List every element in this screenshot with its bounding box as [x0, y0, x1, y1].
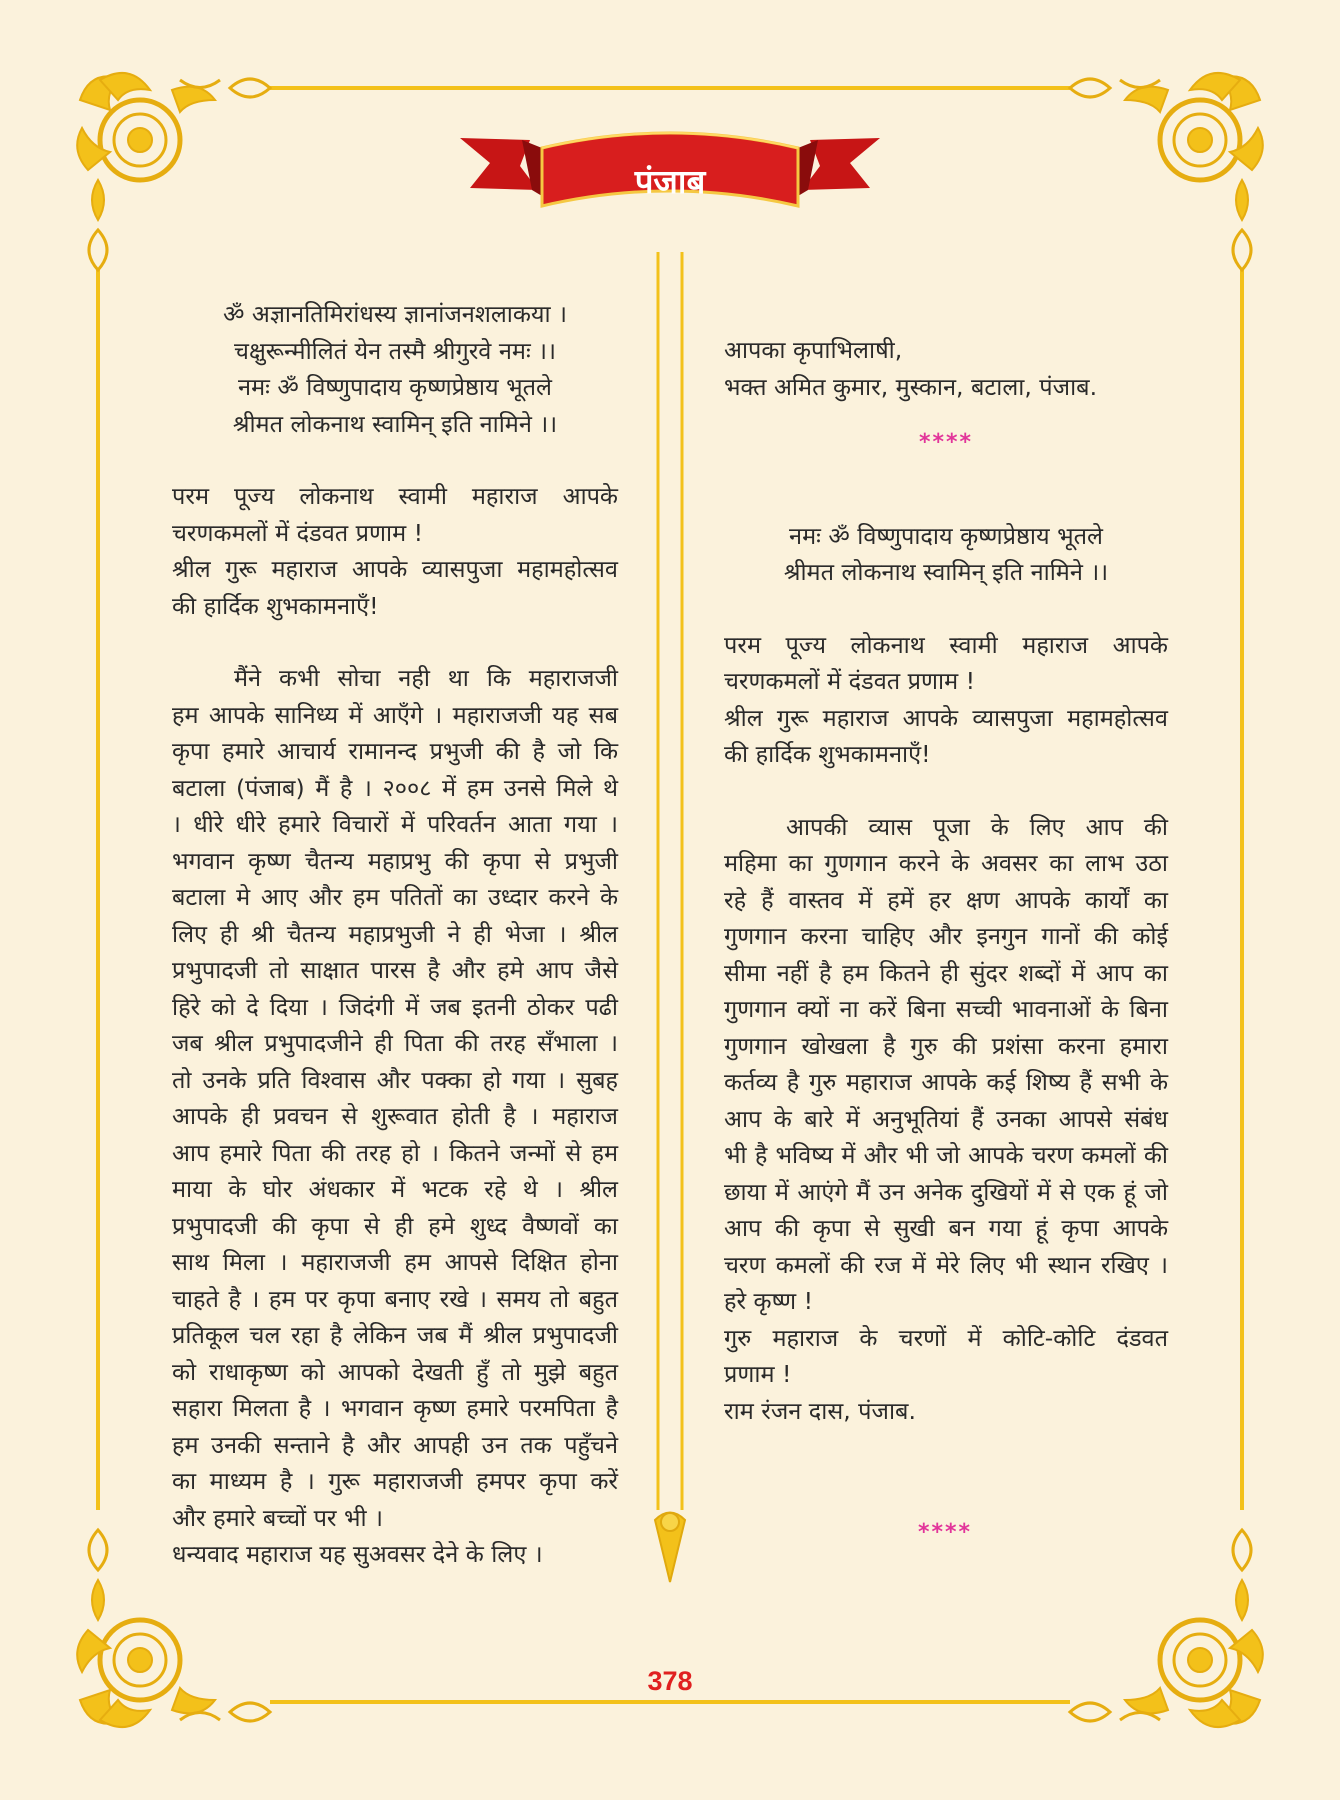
shloka-line: श्रीमत लोकनाथ स्वामिन् इति नामिने ।।	[232, 409, 558, 438]
text-line: की हार्दिक शुभकामनाएँ!	[172, 591, 379, 620]
right-column	[724, 332, 1168, 1429]
text-line: मैंने कभी सोचा नही था कि महाराजजी	[234, 664, 618, 692]
left-column	[172, 296, 618, 1573]
text-line: आपके ही प्रवचन से शुरूवात होती है । महाराज	[172, 1102, 618, 1130]
text-line: चरणकमलों में दंडवत प्रणाम !	[172, 518, 424, 547]
text-line: राम रंजन दास, पंजाब.	[724, 1396, 916, 1425]
text-line: को राधाकृष्ण को आपको देखती हुँ तो मुझे बहुत	[172, 1357, 618, 1386]
shloka-block	[724, 518, 1168, 591]
text-line: । धीरे धीरे हमारे विचारों में परिवर्तन आता गया ।	[172, 810, 618, 838]
text-line: रहे हैं वास्तव में हमें हर क्षण आपके कार्यों का	[724, 885, 1168, 914]
text-line: चाहते है । हम पर कृपा बनाए रखे । समय तो बहुत	[172, 1284, 618, 1313]
text-line: गुणगान खोखला है गुरु की प्रशंसा करना हमारा	[724, 1031, 1168, 1060]
shloka-line: श्रीमत लोकनाथ स्वामिन् इति नामिने ।।	[783, 558, 1109, 586]
text-line: कृपा हमारे आचार्य रामानन्द प्रभुजी की है जो कि	[172, 737, 618, 765]
text-line: गुणगान क्यों ना करें बिना सच्ची भावनाओं के बिना	[724, 995, 1168, 1023]
shloka-line: ॐ अज्ञानतिमिरांधस्य ज्ञानांजनशलाकया ।	[223, 300, 567, 328]
text-line: प्रतिकूल चल रहा है लेकिन जब मैं श्रील प्रभुपादजी	[172, 1321, 618, 1349]
text-line: गुणगान करना चाहिए और इनगुन गानों की कोई	[724, 922, 1168, 950]
text-line: आप की कृपा से सुखी बन गया हूं कृपा आपके	[724, 1214, 1168, 1242]
body-paragraph	[172, 660, 618, 1573]
page-number: 378	[647, 1666, 693, 1696]
shloka-line: नमः ॐ विष्णुपादाय कृष्णप्रेष्ठाय भूतले	[238, 373, 552, 401]
text-line: हम आपके सानिध्य में आएँगे । महाराजजी यह सब	[172, 700, 618, 729]
signoff-block	[724, 332, 1168, 405]
shloka-line: नमः ॐ विष्णुपादाय कृष्णप्रेष्ठाय भूतले	[789, 521, 1103, 550]
text-line: बटाला मे आए और हम पतितों का उध्दार करने के	[172, 883, 618, 911]
shloka-block	[172, 296, 618, 442]
text-line: भगवान कृष्ण चैतन्य महाप्रभु की कृपा से प्रभुजी	[172, 846, 618, 875]
text-line: जब श्रील प्रभुपादजीने ही पिता की तरह सँभाला ।	[172, 1029, 618, 1057]
text-line: साथ मिला । महाराजजी हम आपसे दिक्षित होना	[172, 1248, 618, 1276]
text-line: प्रभुपादजी तो साक्षात पारस है और हमे आप जैसे	[172, 956, 618, 984]
text-line: श्रील गुरू महाराज आपके व्यासपुजा महामहोत्सव	[724, 703, 1168, 732]
text-line: भक्त अमित कुमार, मुस्कान, बटाला, पंजाब.	[724, 372, 1098, 401]
text-line: आपका कृपाभिलाषी,	[724, 336, 903, 364]
separator-stars: ****	[917, 1520, 973, 1545]
text-line: गुरु महाराज के चरणों में कोटि-कोटि दंडवत	[724, 1323, 1168, 1352]
text-line: आपकी व्यास पूजा के लिए आप की	[786, 812, 1168, 841]
text-line: कर्तव्य है गुरु महाराज आपके कई शिष्य हैं सभी के	[724, 1068, 1168, 1096]
text-line: आप के बारे में अनुभूतियां हैं उनका आपसे संबंध	[724, 1104, 1168, 1133]
text-line: लिए ही श्री चैतन्य महाप्रभुजी ने ही भेजा । श्रील	[172, 919, 618, 948]
text-line: चरणकमलों में दंडवत प्रणाम !	[724, 667, 976, 695]
banner-title: पंजाब	[634, 162, 706, 201]
text-line: सहारा मिलता है । भगवान कृष्ण हमारे परमपिता है	[172, 1394, 618, 1422]
greeting-paragraph	[172, 478, 618, 624]
text-line: चरण कमलों की रज में मेरे लिए भी स्थान रखिए ।	[724, 1250, 1168, 1279]
text-line: आप हमारे पिता की तरह हो । कितने जन्मों से हम	[172, 1138, 618, 1167]
body-paragraph	[724, 809, 1168, 1430]
text-line: और हमारे बच्चों पर भी ।	[172, 1503, 383, 1532]
separator-stars: ****	[918, 430, 974, 455]
text-line: सीमा नहीं है हम कितने ही सुंदर शब्दों में आप का	[724, 958, 1168, 987]
text-line: छाया में आएंगे मैं उन अनेक दुखियों में से एक हूं जो	[724, 1177, 1168, 1206]
text-line: हम उनकी सन्ताने है और आपही उन तक पहुँचने	[172, 1430, 618, 1459]
greeting-paragraph	[724, 627, 1168, 773]
text-line: महिमा का गुणगान करने के अवसर का लाभ उठा	[724, 849, 1168, 877]
text-line: माया के घोर अंधकार में भटक रहे थे । श्रील	[172, 1175, 618, 1203]
text-line: तो उनके प्रति विश्वास और पक्का हो गया । सुबह	[172, 1065, 618, 1094]
text-line: हिरे को दे दिया । जिदंगी में जब इतनी ठोकर पढी	[172, 992, 618, 1021]
text-line: बटाला (पंजाब) मैं है । २००८ में हम उनसे मिले थे	[172, 773, 618, 802]
text-line: भी है भविष्य में और भी जो आपके चरण कमलों की	[724, 1141, 1168, 1169]
text-line: परम पूज्य लोकनाथ स्वामी महाराज आपके	[724, 630, 1168, 659]
text-line: प्रणाम !	[724, 1360, 792, 1388]
shloka-line: चक्षुरून्मीलितं येन तस्मै श्रीगुरवे नमः ।।	[234, 336, 556, 365]
text-line: प्रभुपादजी की कृपा से ही हमे शुध्द वैष्णवों का	[172, 1211, 618, 1240]
text-line: हरे कृष्ण !	[724, 1287, 814, 1315]
text-line: का माध्यम है । गुरू महाराजजी हमपर कृपा करें	[172, 1467, 618, 1495]
text-line: की हार्दिक शुभकामनाएँ!	[724, 740, 931, 768]
text-line: धन्यवाद महाराज यह सुअवसर देने के लिए ।	[172, 1540, 543, 1568]
text-line: परम पूज्य लोकनाथ स्वामी महाराज आपके	[172, 482, 618, 510]
text-line: श्रील गुरू महाराज आपके व्यासपुजा महामहोत्सव	[172, 555, 618, 583]
